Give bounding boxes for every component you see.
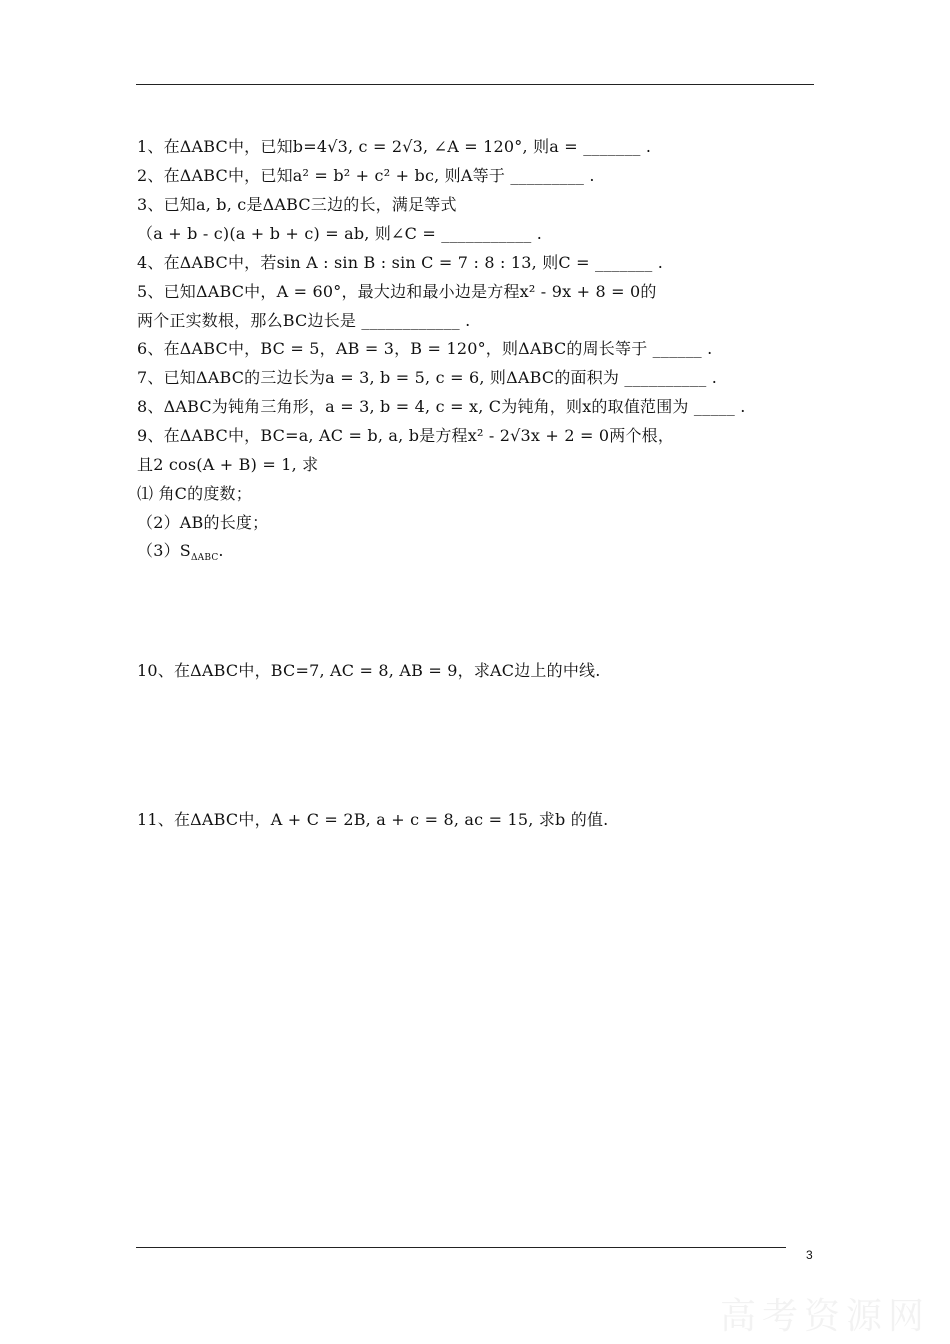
page-number: 3 (806, 1248, 813, 1262)
question-9-line-1: 9、在ΔABC中，BC=a, AC = b, a, b是方程x² - 2√3x + 2 = 0两个根， (137, 426, 675, 445)
question-9-line-2: 且2 cos(A + B) = 1, 求 (137, 455, 319, 474)
question-5-line-1: 5、已知ΔABC中，A = 60°，最大边和最小边是方程x² - 9x + 8 = 0的 (137, 282, 657, 301)
question-5-line-2: 两个正实数根，那么BC边长是 ____________ . (137, 311, 471, 330)
header-rule (136, 84, 814, 85)
question-6: 6、在ΔABC中，BC = 5，AB = 3，B = 120°，则ΔABC的周长等于 ______ . (137, 339, 713, 358)
question-7: 7、已知ΔABC的三边长为a = 3, b = 5, c = 6, 则ΔABC的面积为 __________ . (137, 368, 717, 387)
question-11: 11、在ΔABC中，A + C = 2B, a + c = 8, ac = 15, 求b 的值. (137, 810, 609, 829)
question-2: 2、在ΔABC中，已知a² = b² + c² + bc, 则A等于 _________ . (137, 166, 595, 185)
question-3-line-1: 3、已知a, b, c是ΔABC三边的长，满足等式 (137, 195, 457, 214)
question-4: 4、在ΔABC中，若sin A : sin B : sin C = 7 : 8 : 13, 则C = _______ . (137, 253, 664, 272)
question-3-line-2: （a + b - c)(a + b + c) = ab, 则∠C = ___________ . (137, 224, 543, 243)
footer-rule (136, 1247, 786, 1248)
question-10: 10、在ΔABC中，BC=7, AC = 8, AB = 9，求AC边上的中线. (137, 661, 601, 680)
question-9-part-1: ⑴ 角C的度数； (137, 484, 252, 503)
question-9-part-2: （2）AB的长度； (137, 513, 269, 532)
question-9-part-3-label: （3）S (137, 541, 191, 560)
question-1: 1、在ΔABC中，已知b=4√3, c = 2√3, ∠A = 120°, 则a = _______ . (137, 137, 652, 156)
watermark: 高考资源网 (720, 1296, 931, 1337)
question-8: 8、ΔABC为钝角三角形，a = 3, b = 4, c = x, C为钝角，则x的取值范围为 _____ . (137, 397, 746, 416)
area-subscript: ΔABC (190, 553, 219, 564)
question-9-part-3: $(3)S_{\Delta ABC}$. (137, 541, 224, 564)
